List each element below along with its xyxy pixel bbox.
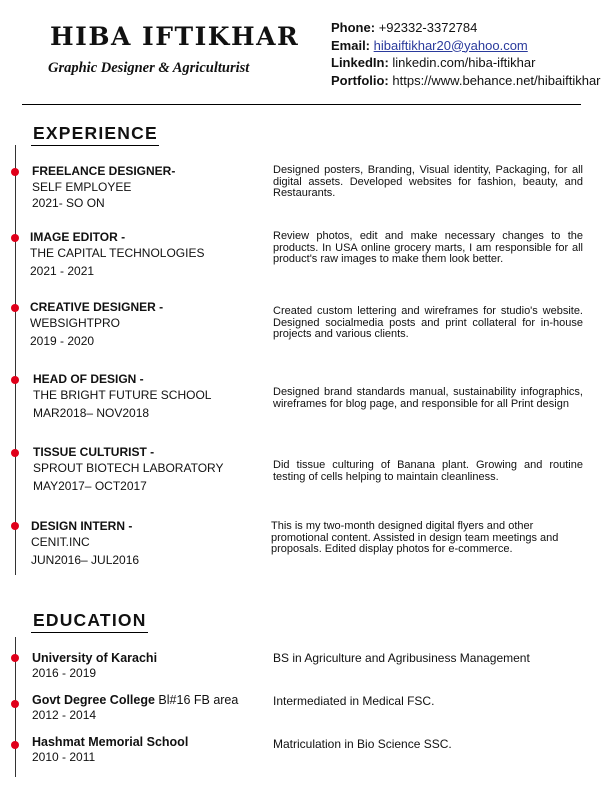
job-company: SELF EMPLOYEE bbox=[32, 180, 132, 194]
timeline-dot bbox=[11, 741, 19, 749]
school-name: Hashmat Memorial School bbox=[32, 735, 189, 749]
job-role: CREATIVE DESIGNER bbox=[30, 300, 156, 314]
email-label: Email: bbox=[331, 37, 371, 53]
job-dates: 2021- SO ON bbox=[32, 196, 105, 210]
job-dates: MAR2018– NOV2018 bbox=[33, 406, 150, 420]
job-description: This is my two-month designed digital flyers and other promotional content. Assisted in design team meetings and proposals. Edited display photos for e-commerce. bbox=[271, 520, 559, 555]
job-company: WEBSIGHTPRO bbox=[30, 316, 121, 330]
linkedin-value: linkedin.com/hiba-iftikhar bbox=[392, 55, 536, 70]
job-role: TISSUE CULTURIST bbox=[33, 445, 147, 459]
phone-line bbox=[331, 19, 601, 37]
education-entry bbox=[32, 651, 157, 680]
job-entry bbox=[32, 163, 175, 211]
phone-label: Phone: bbox=[331, 20, 376, 35]
school-name: Govt Degree College bbox=[32, 693, 155, 707]
job-company: THE CAPITAL TECHNOLOGIES bbox=[30, 246, 205, 260]
timeline-dot bbox=[11, 700, 19, 708]
job-role-suffix: - bbox=[155, 300, 164, 314]
school-years: 2010 - 2011 bbox=[32, 749, 96, 764]
linkedin-label: LinkedIn: bbox=[331, 55, 389, 70]
job-dates: 2021 - 2021 bbox=[30, 264, 95, 278]
timeline-dot bbox=[11, 234, 19, 242]
job-dates: 2019 - 2020 bbox=[30, 334, 95, 348]
job-dates: MAY2017– OCT2017 bbox=[33, 479, 147, 493]
job-description: Did tissue culturing of Banana plant. Growing and routine testing of cells helping to maintain cleanliness. bbox=[273, 459, 583, 483]
school-years: 2012 - 2014 bbox=[32, 707, 97, 722]
job-role: HEAD OF DESIGN bbox=[33, 372, 137, 386]
contact-block bbox=[331, 19, 601, 89]
job-description: Created custom lettering and wireframes for studio's website. Designed socialmedia posts and print collateral for in-house projects and various clients. bbox=[273, 305, 583, 340]
job-entry bbox=[31, 518, 139, 568]
job-dates: JUN2016– JUL2016 bbox=[31, 553, 140, 567]
job-entry bbox=[33, 444, 224, 494]
experience-heading-underline bbox=[31, 145, 159, 146]
job-entry bbox=[30, 299, 163, 349]
job-role-suffix: - bbox=[117, 230, 126, 244]
job-role-suffix: - bbox=[171, 164, 176, 178]
experience-heading: EXPERIENCE bbox=[33, 123, 158, 143]
timeline-dot bbox=[11, 168, 19, 176]
degree: BS in Agriculture and Agribusiness Management bbox=[273, 651, 530, 665]
linkedin-line bbox=[331, 54, 601, 72]
degree: Matriculation in Bio Science SSC. bbox=[273, 737, 452, 751]
phone-value: +92332-3372784 bbox=[378, 20, 478, 35]
degree: Intermediated in Medical FSC. bbox=[273, 694, 435, 708]
email-line bbox=[331, 37, 601, 55]
job-role: DESIGN INTERN bbox=[31, 519, 126, 533]
portfolio-value: https://www.behance.net/hibaiftikhar bbox=[392, 72, 601, 88]
email-link[interactable]: hibaiftikhar20@yahoo.com bbox=[373, 37, 528, 53]
candidate-name: HIBA IFTIKHAR bbox=[50, 22, 300, 51]
job-description: Review photos, edit and make necessary changes to the products. In USA online grocery marts, I am responsible for all product's raw images to make them look better. bbox=[273, 230, 583, 265]
job-role-suffix: - bbox=[146, 445, 155, 459]
job-role: IMAGE EDITOR bbox=[30, 230, 118, 244]
experience-timeline bbox=[15, 145, 16, 575]
education-heading: EDUCATION bbox=[33, 610, 147, 630]
school-extra: Bl#16 FB area bbox=[154, 693, 239, 707]
education-entry bbox=[32, 693, 238, 722]
job-description: Designed brand standards manual, sustainability infographics, wireframes for blog page, and responsible for all Print design bbox=[273, 386, 583, 410]
job-company: CENIT.INC bbox=[31, 535, 90, 549]
timeline-dot bbox=[11, 449, 19, 457]
job-company: SPROUT BIOTECH LABORATORY bbox=[33, 461, 224, 475]
school-years: 2016 - 2019 bbox=[32, 665, 97, 680]
school-name: University of Karachi bbox=[32, 651, 158, 665]
job-role-suffix: - bbox=[136, 372, 144, 386]
job-entry bbox=[30, 229, 204, 279]
candidate-title: Graphic Designer & Agriculturist bbox=[48, 60, 250, 76]
education-heading-underline bbox=[31, 632, 148, 633]
job-company: THE BRIGHT FUTURE SCHOOL bbox=[33, 388, 212, 402]
timeline-dot bbox=[11, 654, 19, 662]
timeline-dot bbox=[11, 376, 19, 384]
timeline-dot bbox=[11, 522, 19, 530]
header-divider bbox=[22, 104, 581, 105]
job-description: Designed posters, Branding, Visual identity, Packaging, for all digital assets. Developed websites for fashion, beauty, and Restaurants. bbox=[273, 164, 583, 199]
job-role-suffix: - bbox=[125, 519, 133, 533]
portfolio-line bbox=[331, 72, 601, 90]
portfolio-label: Portfolio: bbox=[331, 72, 389, 88]
job-role: FREELANCE DESIGNER bbox=[32, 164, 172, 178]
education-entry bbox=[32, 735, 188, 764]
job-entry bbox=[33, 371, 211, 421]
timeline-dot bbox=[11, 304, 19, 312]
